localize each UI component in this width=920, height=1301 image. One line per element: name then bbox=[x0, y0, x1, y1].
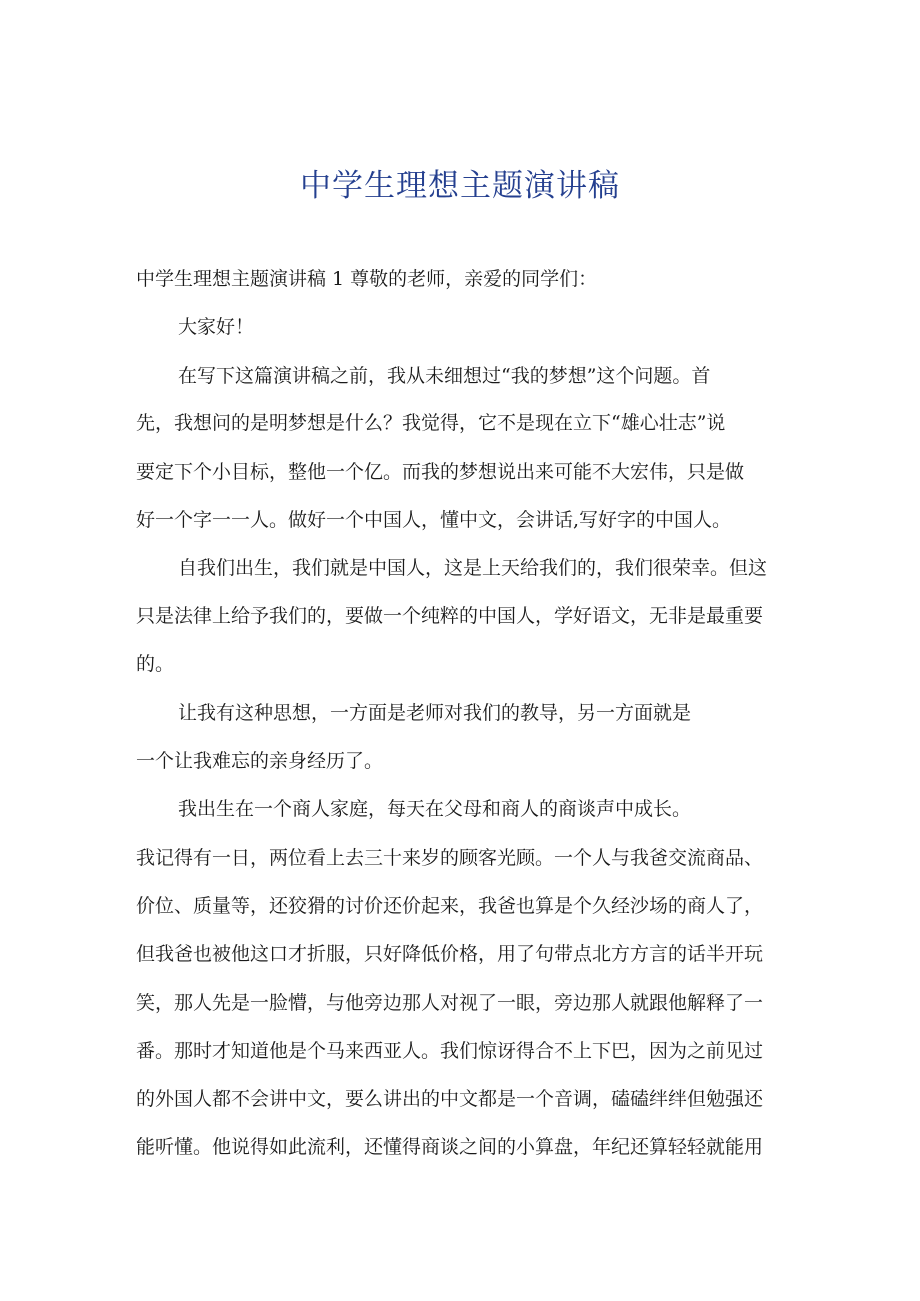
paragraph-line: 大家好！ bbox=[178, 316, 255, 338]
paragraph-line: 笑，那人先是一脸懵，与他旁边那人对视了一眼，旁边那人就跟他解释了一 bbox=[136, 992, 764, 1014]
paragraph-line: 中学生理想主题演讲稿 1 尊敬的老师，亲爱的同学们： bbox=[136, 268, 598, 290]
paragraph-line: 的。 bbox=[136, 653, 175, 675]
paragraph-line: 我记得有一日，两位看上去三十来岁的顾客光顾。一个人与我爸交流商品、 bbox=[136, 847, 764, 869]
paragraph-line: 在写下这篇演讲稿之前，我从未细想过“我的梦想”这个问题。首 bbox=[178, 365, 711, 387]
document-title: 中学生理想主题演讲稿 bbox=[300, 168, 620, 204]
paragraph-line: 价位、质量等，还狡猾的讨价还价起来，我爸也算是个久经沙场的商人了， bbox=[136, 895, 764, 917]
paragraph-line: 让我有这种思想，一方面是老师对我们的教导，另一方面就是 bbox=[178, 702, 692, 724]
paragraph-line: 番。那时才知道他是个马来西亚人。我们惊讶得合不上下巴，因为之前见过 bbox=[136, 1040, 764, 1062]
paragraph-line: 能听懂。他说得如此流利，还懂得商谈之间的小算盘，年纪还算轻轻就能用 bbox=[136, 1136, 764, 1158]
paragraph-line: 的外国人都不会讲中文，要么讲出的中文都是一个音调，磕磕绊绊但勉强还 bbox=[136, 1088, 764, 1110]
paragraph-line: 自我们出生，我们就是中国人，这是上天给我们的，我们很荣幸。但这 bbox=[178, 557, 768, 579]
paragraph-line: 好一个字一一人。做好一个中国人，懂中文，会讲话,写好字的中国人。 bbox=[136, 509, 732, 531]
paragraph-line: 先，我想问的是明梦想是什么？我觉得，它不是现在立下“雄心壮志”说 bbox=[136, 412, 726, 434]
paragraph-line: 一个让我难忘的亲身经历了。 bbox=[136, 750, 384, 772]
paragraph-line: 我出生在一个商人家庭，每天在父母和商人的商谈声中成长。 bbox=[178, 798, 692, 820]
paragraph-line: 只是法律上给予我们的，要做一个纯粹的中国人，学好语文，无非是最重要 bbox=[136, 605, 764, 627]
paragraph-line: 要定下个小目标，整他一个亿。而我的梦想说出来可能不大宏伟，只是做 bbox=[136, 461, 745, 483]
paragraph-line: 但我爸也被他这口才折服，只好降低价格，用了句带点北方方言的话半开玩 bbox=[136, 943, 764, 965]
